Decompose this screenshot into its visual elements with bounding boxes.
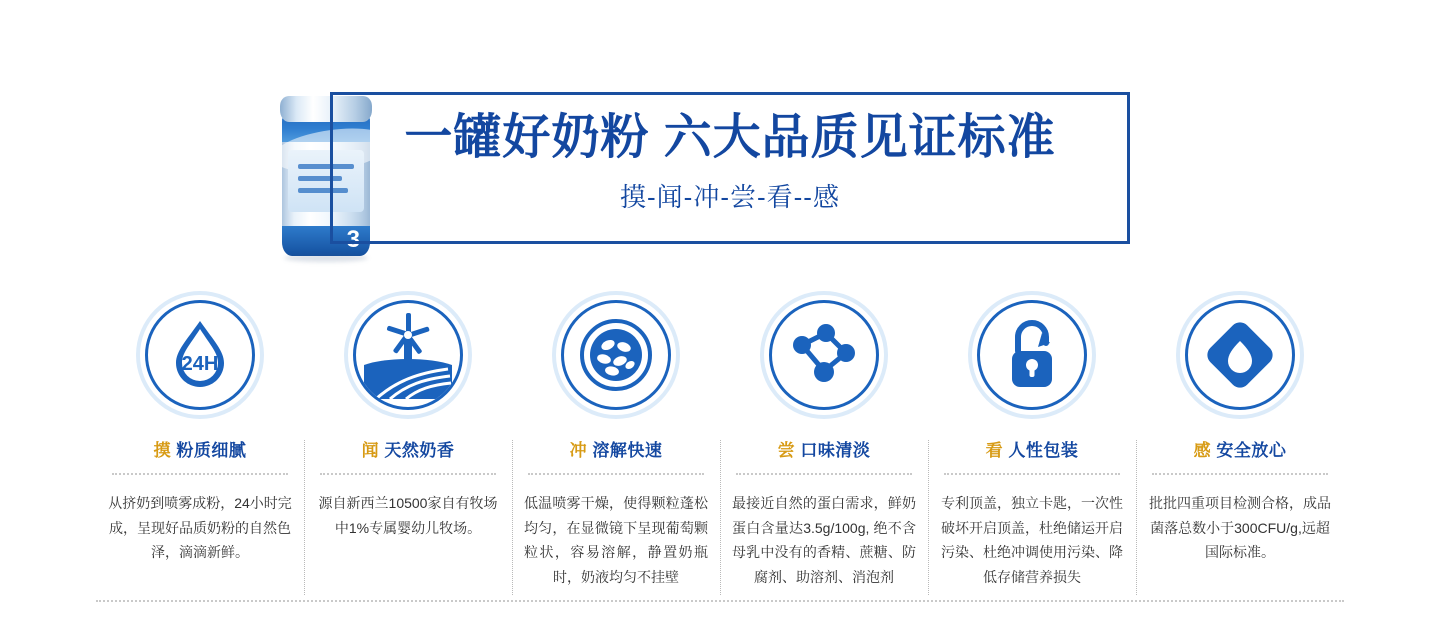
feature-description: 专利顶盖，独立卡匙，一次性破坏开启顶盖，杜绝储运开启污染、杜绝冲调使用污染、降低存储营养损失 [941, 495, 1123, 585]
feature-description: 最接近自然的蛋白需求，鲜奶蛋白含量达3.5g/100g, 绝不含母乳中没有的香精、蔗糖、防腐剂、助溶剂、消泡剂 [732, 495, 916, 585]
feature-title-text: 溶解快速 [592, 441, 663, 460]
lock-open-icon [977, 300, 1087, 410]
divider [528, 473, 704, 475]
feature-description: 源自新西兰10500家自有牧场中1%专属婴幼儿牧场。 [318, 495, 498, 536]
feature-title [104, 436, 296, 461]
feature-lead: 摸 [153, 441, 172, 460]
feature-description: 低温喷雾干燥，使得颗粒蓬松均匀，在显微镜下呈现葡萄颗粒状，容易溶解，静置奶瓶时，奶液均匀不挂壁 [524, 495, 708, 585]
feature-lead: 尝 [777, 441, 796, 460]
feature-title [520, 436, 712, 461]
bottom-divider [96, 600, 1344, 602]
divider [320, 473, 496, 475]
feature-item [928, 300, 1136, 589]
feature-item [304, 300, 512, 589]
feature-lead: 看 [985, 441, 1004, 460]
divider [736, 473, 912, 475]
svg-text:24H: 24H [181, 353, 219, 375]
feature-title [936, 436, 1128, 461]
feature-description: 批批四重项目检测合格，成品菌落总数小于300CFU/g,远超国际标准。 [1149, 495, 1331, 560]
feature-item [720, 300, 928, 589]
hero-banner [0, 72, 1440, 262]
feature-title-text: 口味清淡 [800, 441, 871, 460]
microscope-granule-icon [561, 300, 671, 410]
feature-title-text: 天然奶香 [384, 441, 455, 460]
divider [944, 473, 1120, 475]
feature-lead: 闻 [361, 441, 380, 460]
water-drop-24h-icon [145, 300, 255, 410]
feature-title-text: 人性包装 [1008, 441, 1079, 460]
can-stage-number: 3 [346, 226, 360, 253]
divider [112, 473, 288, 475]
hero-subtitle: 摸-闻-冲-尝-看--感 [620, 182, 840, 212]
feature-title [1144, 436, 1336, 461]
windmill-farm-icon [353, 300, 463, 410]
shield-diamond-icon [1185, 300, 1295, 410]
divider [1152, 473, 1328, 475]
hero-title: 一罐好奶粉 六大品质见证标准 [404, 111, 1056, 164]
feature-lead: 冲 [569, 441, 588, 460]
feature-lead: 感 [1193, 441, 1212, 460]
feature-title-text: 粉质细腻 [176, 441, 247, 460]
feature-item [1136, 300, 1344, 589]
feature-title-text: 安全放心 [1216, 441, 1287, 460]
feature-item [512, 300, 720, 589]
can-shadow [284, 254, 368, 262]
feature-list [96, 300, 1344, 589]
feature-title [312, 436, 504, 461]
feature-title [728, 436, 920, 461]
feature-item [96, 300, 304, 589]
molecule-icon [769, 300, 879, 410]
feature-description: 从挤奶到喷雾成粉，24小时完成，呈现好品质奶粉的自然色泽，滴滴新鲜。 [108, 495, 292, 560]
